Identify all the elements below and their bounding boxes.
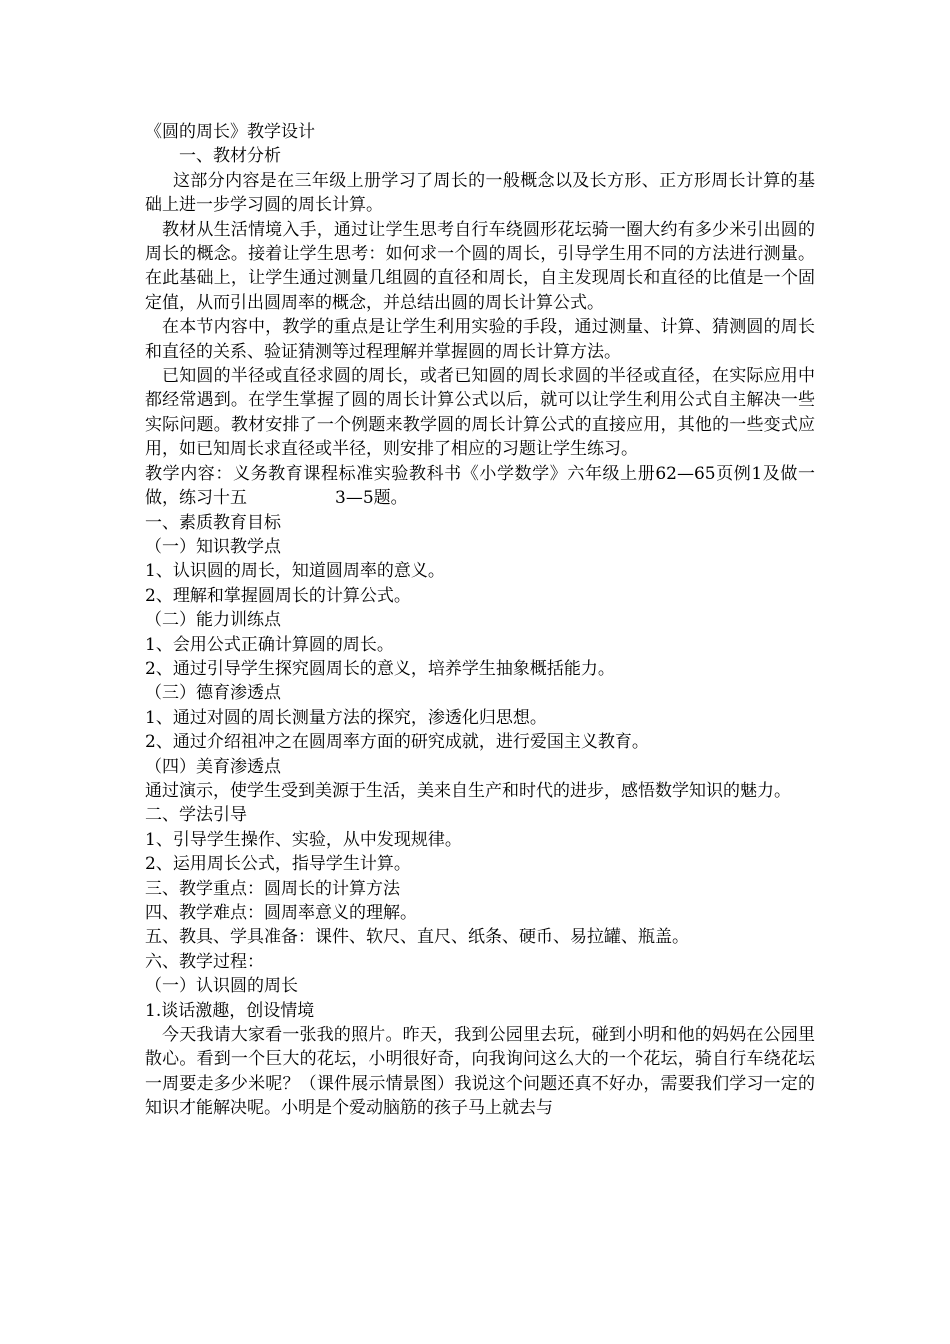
document-title: 《圆的周长》教学设计 [145,122,315,142]
paragraph: 在本节内容中，教学的重点是让学生利用实验的手段，通过测量、计算、猜测圆的周长和直径的关系、验证猜测等过程理解并掌握圆的周长计算方法。 [145,317,815,362]
paragraph: 已知圆的半径或直径求圆的周长，或者已知圆的周长求圆的半径或直径，在实际应用中都经常遇到。在学生掌握了圆的周长计算公式以后，就可以让学生利用公式自主解决一些实际问题。教材安排了一个例题来教学圆的周长计算公式的直接应用，其他的一些变式应用，如已知周长求直径或半径，则安排了相应的习题让学生练习。 [145,366,815,460]
teaching-content-text: 教学内容：义务教育课程标准实验教科书《小学数学》六年级上册62—65页例1及做一做，练习十五 [145,463,815,509]
section-heading-study-method: 二、学法引导 [145,805,247,826]
teaching-content-range: 3—5题。 [335,488,408,509]
list-item: 1、会用公式正确计算圆的周长。 [145,634,394,655]
teaching-content [145,462,815,511]
section-heading-goals: 一、素质教育目标 [145,512,281,533]
document-body [145,120,815,1121]
list-item: 1、通过对圆的周长测量方法的探究，渗透化归思想。 [145,707,547,728]
subheading: （一）知识教学点 [145,536,281,557]
paragraph: 通过演示，使学生受到美源于生活，美来自生产和时代的进步，感悟数学知识的魅力。 [145,780,791,801]
list-item: 2、运用周长公式，指导学生计算。 [145,854,411,875]
paragraph: 这部分内容是在三年级上册学习了周长的一般概念以及长方形、正方形周长计算的基础上进一步学习圆的周长计算。 [145,170,815,216]
list-item: 1、引导学生操作、实验，从中发现规律。 [145,829,462,850]
subheading: （三）德育渗透点 [145,683,281,704]
paragraph: 今天我请大家看一张我的照片。昨天，我到公园里去玩，碰到小明和他的妈妈在公园里散心。看到一个巨大的花坛，小明很好奇，向我询问这么大的一个花坛，骑自行车绕花坛一周要走多少米呢？（课件展示情景图）我说这个问题还真不好办，需要我们学习一定的知识才能解决呢。小明是个爱动脑筋的孩子马上就去与 [145,1025,815,1119]
sub-subheading: 1.谈话激趣，创设情境 [145,1000,315,1021]
list-item: 2、通过介绍祖冲之在圆周率方面的研究成就，进行爱国主义教育。 [145,732,649,753]
subheading: （二）能力训练点 [145,610,281,631]
list-item: 2、理解和掌握圆周长的计算公式。 [145,585,411,606]
paragraph: 教材从生活情境入手，通过让学生思考自行车绕圆形花坛骑一圈大约有多少米引出圆的周长的概念。接着让学生思考：如何求一个圆的周长，引导学生用不同的方法进行测量。在此基础上，让学生通过测量几组圆的直径和周长，自主发现周长和直径的比值是一个固定值，从而引出圆周率的概念，并总结出圆的周长计算公式。 [145,219,815,313]
section-heading-process: 六、教学过程： [145,951,264,972]
list-item: 1、认识圆的周长，知道圆周率的意义。 [145,561,445,582]
section-heading-difficulty: 四、教学难点：圆周率意义的理解。 [145,903,417,923]
list-item: 2、通过引导学生探究圆周长的意义，培养学生抽象概括能力。 [145,658,615,679]
section-heading-materials: 五、教具、学具准备：课件、软尺、直尺、纸条、硬币、易拉罐、瓶盖。 [145,927,689,948]
section-heading-textbook-analysis: 一、教材分析 [179,146,281,167]
section-heading-key-point: 三、教学重点：圆周长的计算方法 [145,878,400,899]
subheading: （四）美育渗透点 [145,756,281,777]
subheading: （一）认识圆的周长 [145,976,298,997]
